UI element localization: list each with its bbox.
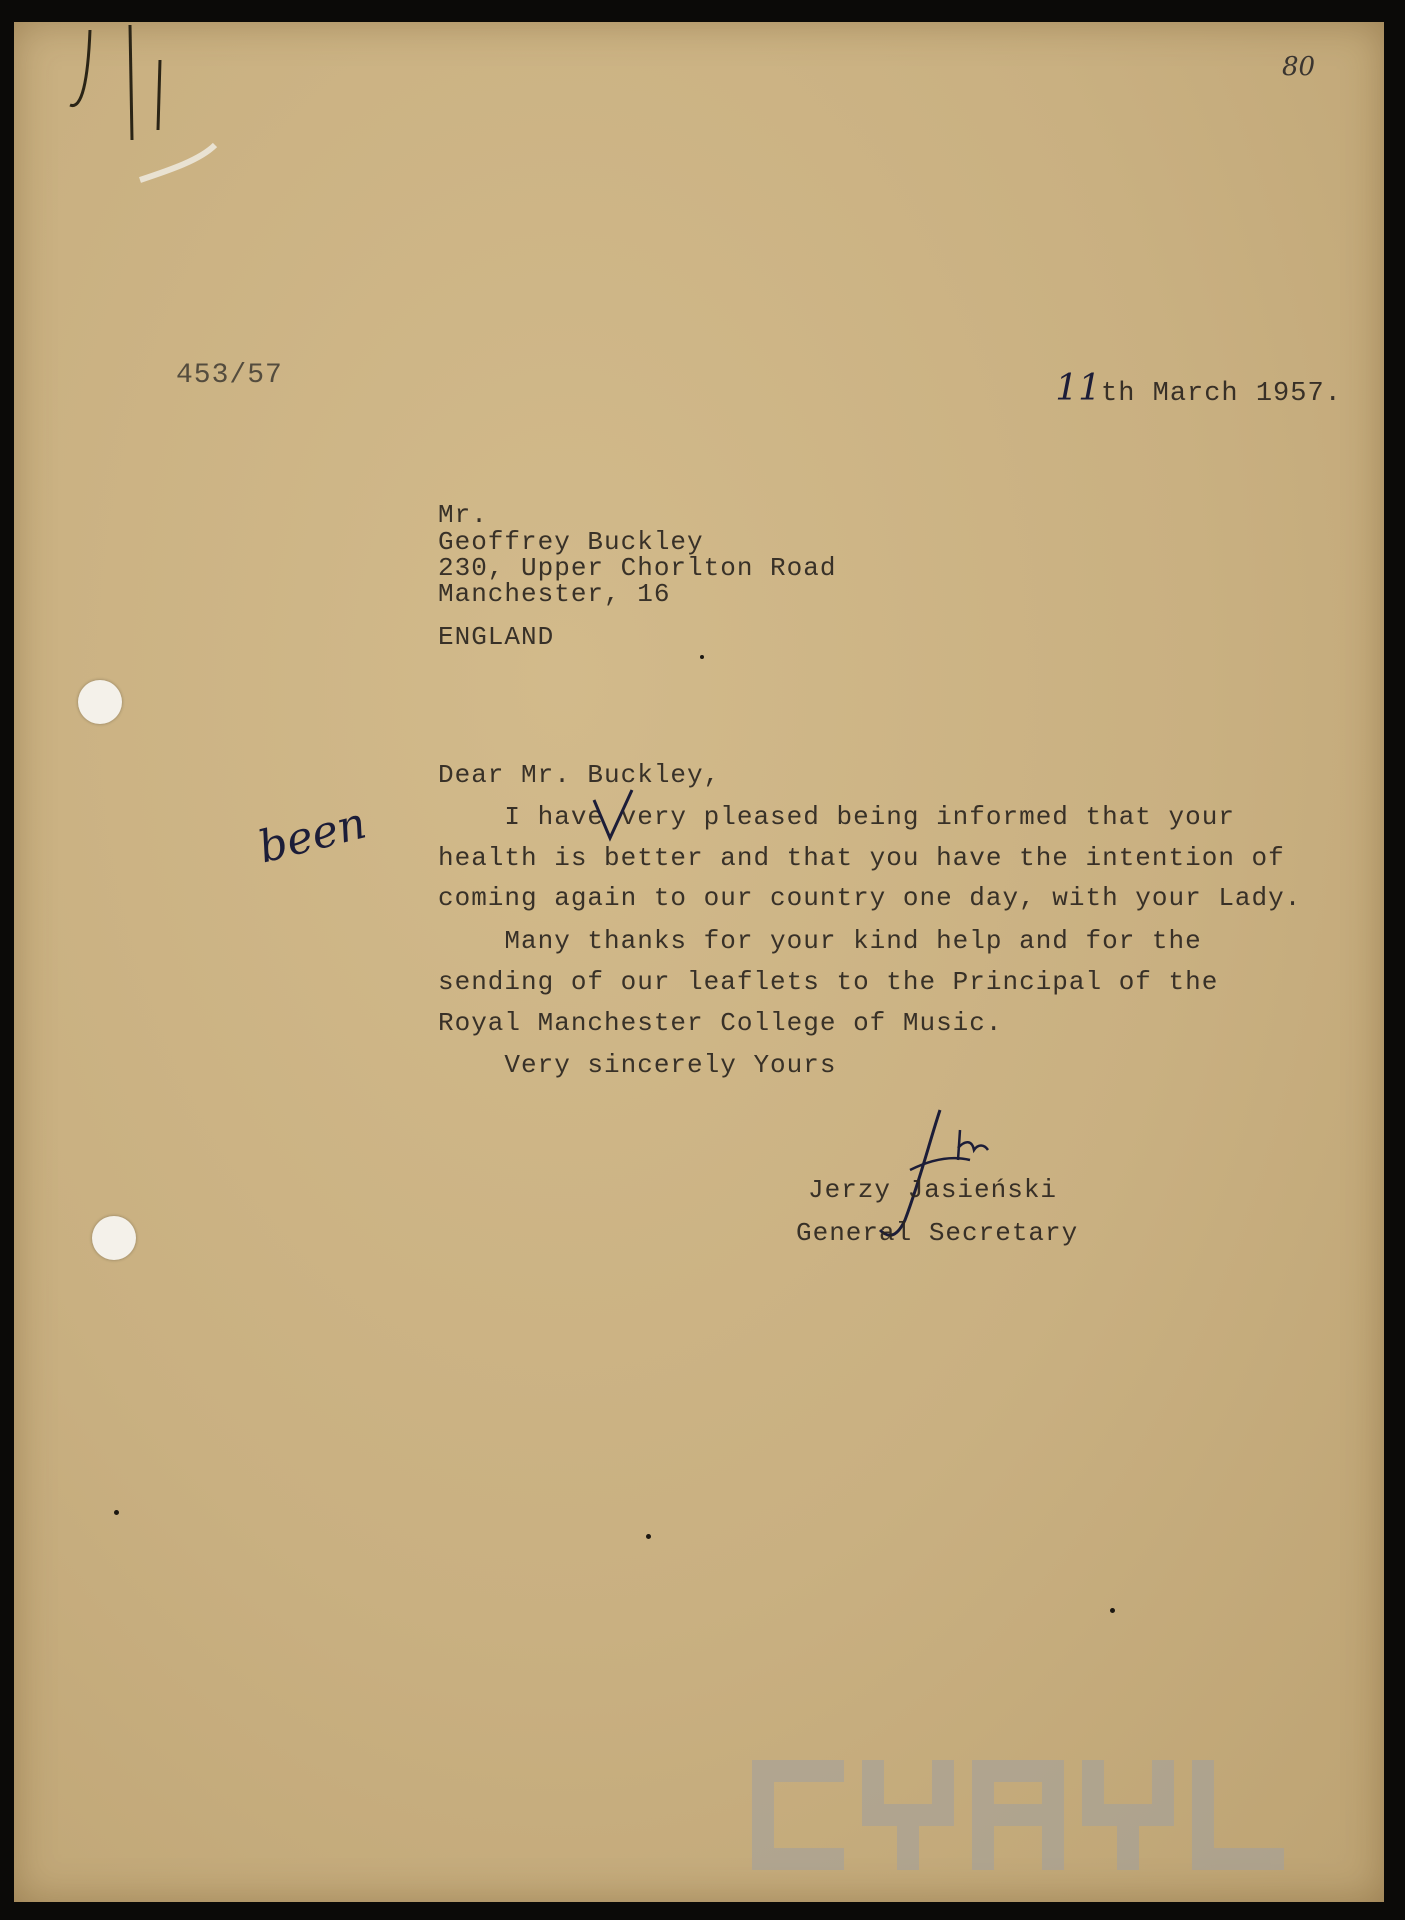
recipient-title: Mr. xyxy=(438,500,488,530)
archive-watermark xyxy=(752,1760,1292,1880)
signatory-title: General Secretary xyxy=(796,1218,1079,1248)
recipient-city: Manchester, 16 xyxy=(438,579,671,609)
recipient-name: Geoffrey Buckley xyxy=(438,527,704,557)
caret-mark xyxy=(588,788,638,848)
date-day-handwritten: 11 xyxy=(1055,368,1102,409)
archive-number: 80 xyxy=(1282,52,1316,82)
recipient-country: ENGLAND xyxy=(438,622,555,652)
ink-speck xyxy=(114,1510,119,1515)
ink-speck xyxy=(1110,1608,1115,1613)
reference-number: 453/57 xyxy=(176,360,283,391)
body-line-5: sending of our leaflets to the Principal of the xyxy=(438,967,1219,997)
body-line-1: I have very pleased being informed that your xyxy=(438,802,1235,832)
letter-page xyxy=(14,22,1384,1902)
recipient-street: 230, Upper Chorlton Road xyxy=(438,553,837,583)
body-line-6: Royal Manchester College of Music. xyxy=(438,1008,1003,1038)
body-line-4: Many thanks for your kind help and for the xyxy=(438,926,1202,956)
body-line-3: coming again to our country one day, with your Lady. xyxy=(438,883,1302,913)
body-line-2: health is better and that you have the intention of xyxy=(438,843,1285,873)
ink-speck xyxy=(646,1534,651,1539)
closing: Very sincerely Yours xyxy=(438,1050,837,1080)
date-typed: th March 1957. xyxy=(1101,379,1342,409)
correction-insert: been xyxy=(253,797,372,874)
watermark-logo xyxy=(752,1760,1292,1875)
ink-speck xyxy=(700,655,704,659)
punch-hole-upper xyxy=(78,680,122,724)
salutation: Dear Mr. Buckley, xyxy=(438,760,721,790)
punch-hole-lower xyxy=(92,1216,136,1260)
margin-pen-marks xyxy=(30,20,230,210)
signatory-name: Jerzy Jasieński xyxy=(808,1175,1058,1205)
date-line xyxy=(1036,350,1342,409)
